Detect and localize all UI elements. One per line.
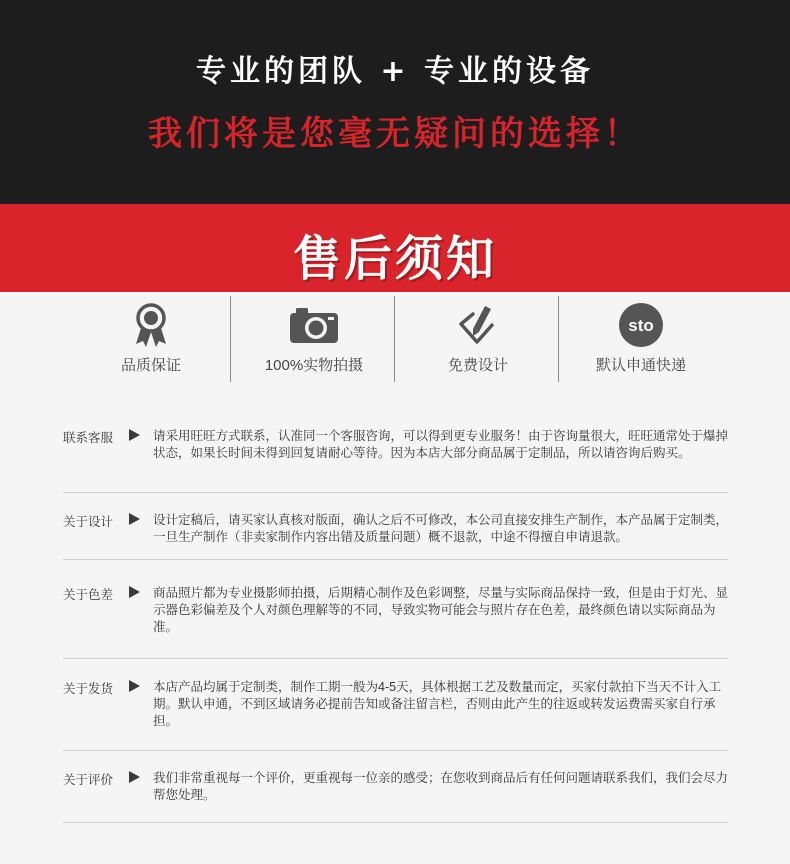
note-label: 关于评价	[63, 773, 114, 787]
separator	[63, 658, 728, 659]
top-banner	[0, 0, 790, 204]
design-pen-icon	[397, 302, 559, 348]
feature-strip	[70, 296, 720, 382]
play-arrow-icon	[129, 771, 140, 783]
headline-team-equipment: 专业的团队 + 专业的设备	[195, 54, 595, 89]
play-arrow-icon	[129, 513, 140, 525]
note-label: 联系客服	[63, 431, 114, 445]
after-sales-title: 售后须知	[292, 231, 497, 287]
feature-real-photos	[233, 296, 395, 382]
feature-label: 免费设计	[447, 357, 508, 374]
note-label: 关于色差	[63, 588, 114, 602]
note-label: 关于设计	[63, 515, 114, 529]
separator	[63, 750, 728, 751]
feature-label: 默认申通快递	[595, 357, 686, 374]
sto-logo	[560, 302, 722, 348]
headline-choice: 我们将是您毫无疑问的选择！	[148, 114, 642, 154]
note-text: 商品照片都为专业摄影师拍摄，后期精心制作及色彩调整，尽量与实际商品保持一致，但是由于灯光、显示器色彩偏差及个人对颜色理解等的不同，导致实物可能会与照片存在色差，最终颜色请以实际商品为准。	[153, 586, 729, 634]
divider	[558, 296, 559, 382]
feature-sto-express	[560, 296, 722, 382]
divider	[394, 296, 395, 382]
note-text: 设计定稿后，请买家认真核对版面，确认之后不可修改，本公司直接安排生产制作，本产品属于定制类，一旦生产制作（非卖家制作内容出错及质量问题）概不退款，中途不得擅自申请退款。	[153, 513, 729, 544]
note-text: 请采用旺旺方式联系，认准同一个客服咨询，可以得到更专业服务！由于咨询量很大，旺旺通常处于爆掉状态，如果长时间未得到回复请耐心等待。因为本店大部分商品属于定制品，所以请咨询后购买。	[153, 429, 729, 460]
separator	[63, 559, 728, 560]
note-label: 关于发货	[63, 682, 114, 696]
note-text: 我们非常重视每一个评价，更重视每一位亲的感受；在您收到商品后有任何问题请联系我们，我们会尽力帮您处理。	[153, 771, 729, 802]
separator	[63, 492, 728, 493]
feature-label: 100%实物拍摄	[264, 357, 364, 374]
sto-logo-text: sto	[628, 316, 654, 335]
separator	[63, 822, 728, 823]
divider	[230, 296, 231, 382]
camera-icon	[233, 302, 395, 348]
feature-free-design	[397, 296, 559, 382]
after-sales-banner	[0, 204, 790, 292]
note-text: 本店产品均属于定制类，制作工期一般为4-5天，具体根据工艺及数量而定，买家付款拍下当天不计入工期。默认申通，不到区域请务必提前告知或备注留言栏，否则由此产生的往返或转发运费需买家自行承担。	[153, 680, 722, 728]
play-arrow-icon	[129, 586, 140, 598]
award-ribbon-icon	[70, 302, 232, 348]
feature-quality-guarantee	[70, 296, 232, 382]
play-arrow-icon	[129, 429, 140, 441]
play-arrow-icon	[129, 680, 140, 692]
feature-label: 品质保证	[120, 357, 181, 374]
